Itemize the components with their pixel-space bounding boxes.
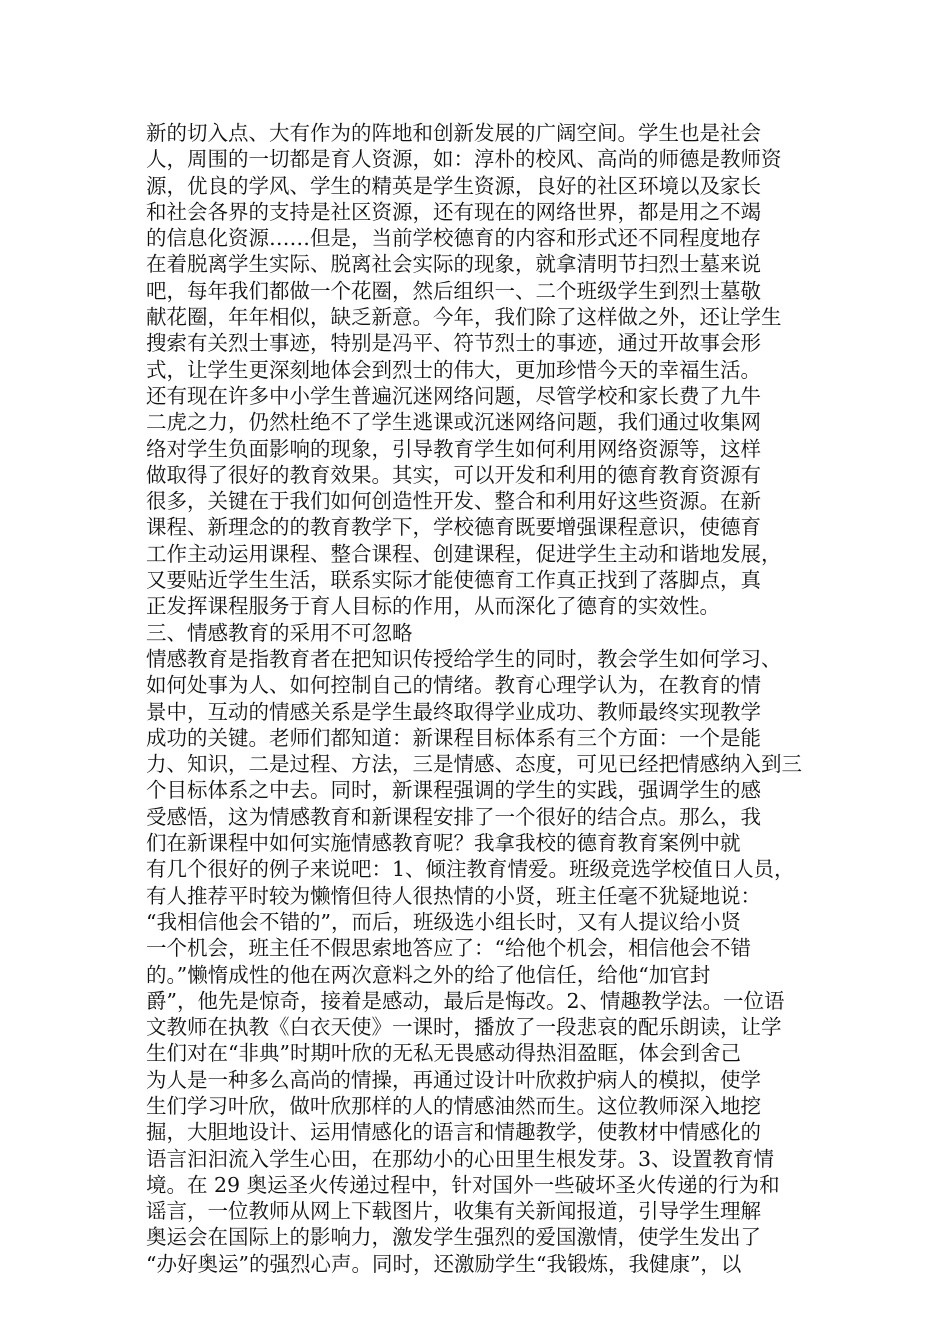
text-line: 的信息化资源……但是，当前学校德育的内容和形式还不同程度地存	[146, 226, 761, 251]
text-line: 个目标体系之中去。同时，新课程强调的学生的实践，强调学生的感	[146, 778, 761, 803]
text-line: 课程、新理念的的教育教学下，学校德育既要增强课程意识，使德育	[146, 515, 761, 540]
text-line: 情感教育是指教育者在把知识传授给学生的同时，教会学生如何学习、	[146, 646, 782, 671]
text-line: 源，优良的学风、学生的精英是学生资源，良好的社区环境以及家长	[146, 173, 761, 198]
text-line: 在着脱离学生实际、脱离社会实际的现象，就拿清明节扫烈士墓来说	[146, 252, 761, 277]
text-line: 很多，关键在于我们如何创造性开发、整合和利用好这些资源。在新	[146, 489, 761, 514]
text-line: 和社会各界的支持是社区资源，还有现在的网络世界，都是用之不竭	[146, 199, 761, 224]
text-line: 语言汩汩流入学生心田，在那幼小的心田里生根发芽。3、设置教育情	[146, 1146, 775, 1171]
text-line: “办好奥运”的强烈心声。同时，还激励学生“我锻炼，我健康”，以	[146, 1251, 742, 1276]
text-line: 谣言，一位教师从网上下载图片，收集有关新闻报道，引导学生理解	[146, 1199, 761, 1224]
text-line: 又要贴近学生生活，联系实际才能使德育工作真正找到了落脚点，真	[146, 568, 761, 593]
text-line: 式，让学生更深刻地体会到烈士的伟大，更加珍惜今天的幸福生活。	[146, 357, 761, 382]
text-line: 爵”，他先是惊奇，接着是感动，最后是悔改。2、情趣教学法。一位语	[146, 988, 785, 1013]
text-line: 掘，大胆地设计、运用情感化的语言和情趣教学，使教材中情感化的	[146, 1120, 761, 1145]
text-line: 工作主动运用课程、整合课程、创建课程，促进学生主动和谐地发展，	[146, 541, 782, 566]
text-line: 成功的关键。老师们都知道：新课程目标体系有三个方面：一个是能	[146, 725, 761, 750]
text-line: 生们学习叶欣，做叶欣那样的人的情感油然而生。这位教师深入地挖	[146, 1093, 761, 1118]
body-text	[146, 120, 816, 1277]
text-line: 力、知识，二是过程、方法，三是情感、态度，可见已经把情感纳入到三	[146, 752, 802, 777]
text-line: 正发挥课程服务于育人目标的作用，从而深化了德育的实效性。	[146, 594, 720, 619]
text-line: 有人推荐平时较为懒惰但待人很热情的小贤，班主任毫不犹疑地说：	[146, 883, 761, 908]
text-line: 做取得了很好的教育效果。其实，可以开发和利用的德育教育资源有	[146, 462, 761, 487]
text-line: 如何处事为人、如何控制自己的情绪。教育心理学认为，在教育的情	[146, 673, 761, 698]
text-line: 二虎之力，仍然杜绝不了学生逃课或沉迷网络问题，我们通过收集网	[146, 410, 761, 435]
text-line: 奥运会在国际上的影响力，激发学生强烈的爱国激情，使学生发出了	[146, 1225, 761, 1250]
text-line: 新的切入点、大有作为的阵地和创新发展的广阔空间。学生也是社会	[146, 121, 761, 145]
text-line: 们在新课程中如何实施情感教育呢？我拿我校的德育教育案例中就	[146, 831, 741, 856]
text-line: 献花圈，年年相似，缺乏新意。今年，我们除了这样做之外，还让学生	[146, 305, 782, 330]
text-line: “我相信他会不错的”，而后，班级选小组长时，又有人提议给小贤	[146, 909, 741, 934]
section-heading: 三、情感教育的采用不可忽略	[146, 620, 413, 645]
text-line: 人，周围的一切都是育人资源，如：淳朴的校风、高尚的师德是教师资	[146, 147, 782, 172]
text-line: 还有现在许多中小学生普遍沉迷网络问题，尽管学校和家长费了九牛	[146, 383, 761, 408]
text-line: 一个机会，班主任不假思索地答应了：“给他个机会，相信他会不错	[146, 936, 751, 961]
text-line: 景中，互动的情感关系是学生最终取得学业成功、教师最终实现教学	[146, 699, 761, 724]
text-line: 为人是一种多么高尚的情操，再通过设计叶欣救护病人的模拟，使学	[146, 1067, 761, 1092]
text-line: 生们对在“非典”时期叶欣的无私无畏感动得热泪盈眶，体会到舍己	[146, 1041, 741, 1066]
text-line: 有几个很好的例子来说吧：1、倾注教育情爱。班级竞选学校值日人员，	[146, 857, 795, 882]
text-line: 文教师在执教《白衣天使》一课时，播放了一段悲哀的配乐朗读，让学	[146, 1015, 782, 1040]
text-line: 境。在 29 奥运圣火传递过程中，针对国外一些破坏圣火传递的行为和	[146, 1172, 780, 1197]
text-line: 受感悟，这为情感教育和新课程安排了一个很好的结合点。那么，我	[146, 804, 761, 829]
text-line: 络对学生负面影响的现象，引导教育学生如何利用网络资源等，这样	[146, 436, 761, 461]
text-line: 吧，每年我们都做一个花圈，然后组织一、二个班级学生到烈士墓敬	[146, 278, 761, 303]
text-line: 搜索有关烈士事迹，特别是冯平、符节烈士的事迹，通过开故事会形	[146, 331, 761, 356]
text-line: 的。”懒惰成性的他在两次意料之外的给了他信任，给他“加官封	[146, 962, 711, 987]
